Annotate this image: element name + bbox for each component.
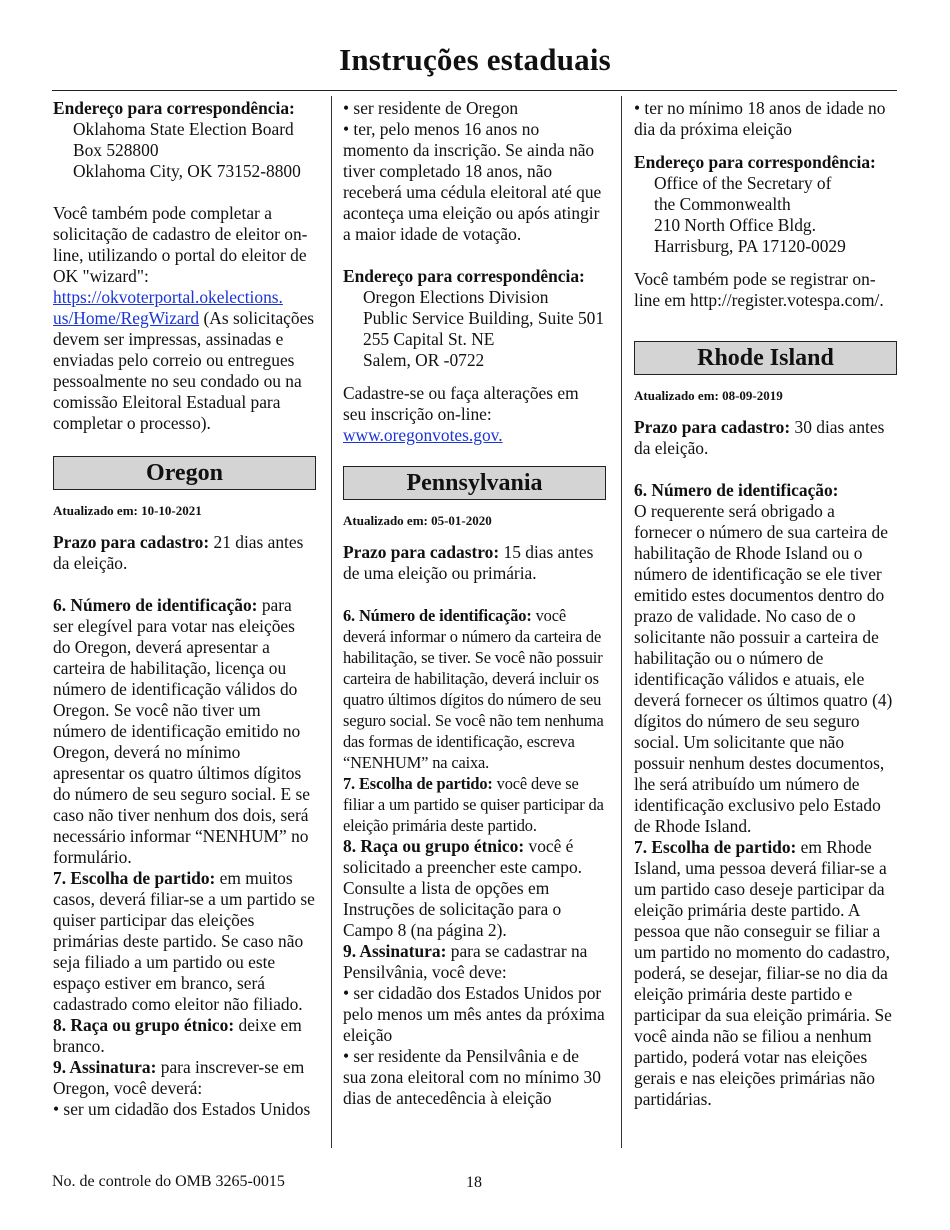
omb-control-number: No. de controle do OMB 3265-0015: [52, 1173, 285, 1190]
id-number: 6. Número de identificação: para ser elegível para votar nas eleições do Oregon, deverá apresentar a carteira de habilitação, licença ou número de identificação válidos do Oregon. Se você não tiver um número de identificação emitido no Oregon, deverá no mínimo apresentar os quatro últimos dígitos do número de seu seguro social. E se caso não tiver nenhum dos dois, será necessário informar “NENHUM” no formulário.: [53, 595, 310, 867]
mail-line: Harrisburg, PA 17120-0029: [654, 236, 846, 256]
okvoterportal-link[interactable]: https://okvoterportal.okelections. us/Home/RegWizard: [53, 287, 283, 328]
requirement-bullet: • ter, pelo menos 16 anos no momento da inscrição. Se ainda não tiver completado 18 anos, não receberá uma cédula eleitoral até que aconteça uma eleição ou após atingir a maior idade de votação.: [343, 119, 602, 244]
page-title: Instruções estaduais: [339, 42, 611, 77]
party-choice: 7. Escolha de partido: em Rhode Island, uma pessoa deverá filiar-se a um partido caso deseje participar da eleição primária deste partido. A pessoa que não conseguir se filiar a um partido no momento do cadastro, poderá, se desejar, filiar-se no dia da eleição primária deste partido e participar da sua eleição primária. Se você ainda não se filiou a nenhum partido, poderá votar nas eleições gerais e nas eleições primárias não partidárias.: [634, 837, 892, 1109]
id-number: O requerente será obrigado a fornecer o número de sua carteira de habilitação de Rhode Island ou o número de identificação se ele tiver emitido estes documentos dentro do prazo de validade. No caso de o solicitante não possuir a carteira de habilitação ou o número de identificação válidos e atuais, ele deverá fornecer os últimos quatro (4) dígitos do número de seu seguro social. Um solicitante que não possuir nenhum destes documentos, lhe será atribuído um número de identificação exclusivo pelo Estado de Rhode Island.: [634, 501, 893, 836]
requirement-bullet: • ter no mínimo 18 anos de idade no dia da próxima eleição: [634, 98, 886, 139]
column-3: [634, 98, 897, 1110]
mail-label: Endereço para correspondência:: [634, 152, 876, 172]
mail-line: Salem, OR -0722: [363, 350, 485, 370]
requirement-bullet: • ser residente de Oregon: [343, 98, 519, 118]
signature-bullet: • ser um cidadão dos Estados Unidos: [53, 1099, 311, 1119]
online-paragraph: Você também pode se registrar on-line em http://register.votespa.com/.: [634, 269, 884, 310]
party-choice: 7. Escolha de partido: em muitos casos, deverá filiar-se a um partido se quiser participar das eleições primárias deste partido. Se caso não seja filiado a um partido ou este espaço estiver em branco, será cadastrado como eleitor não filiado.: [53, 868, 315, 1014]
online-paragraph: Você também pode completar a solicitação de cadastro de eleitor on-line, utilizando o portal do eleitor de OK "wizard": https://okvoterportal.okelections. us/Home/RegWizard (As solicitações devem ser impressas, assinadas e enviadas pelo correio ou entregues pessoalmente no seu condado ou na comissão Eleitoral Estadual para completar o processo).: [53, 203, 315, 433]
page-number: 18: [466, 1174, 482, 1191]
deadline: Prazo para cadastro: 30 dias antes da eleição.: [634, 417, 885, 458]
deadline: Prazo para cadastro: 15 dias antes de uma eleição ou primária.: [343, 542, 594, 583]
updated-date: Atualizado em: 10-10-2021: [53, 503, 202, 518]
signature-bullet: • ser residente da Pensilvânia e de sua zona eleitoral com no mínimo 30 dias de antecedência à eleição: [343, 1046, 601, 1108]
race-ethnicity: 8. Raça ou grupo étnico: deixe em branco.: [53, 1015, 302, 1056]
mail-line: Office of the Secretary of: [654, 173, 832, 193]
party-choice: 7. Escolha de partido: você deve se filiar a um partido se quiser participar da eleição primária deste partido.: [343, 774, 604, 835]
mail-line: Public Service Building, Suite 501: [363, 308, 605, 328]
title-divider: [52, 90, 897, 91]
signature-bullet: • ser cidadão dos Estados Unidos por pelo menos um mês antes da próxima eleição: [343, 983, 605, 1045]
oregonvotes-link[interactable]: www.oregonvotes.gov.: [343, 425, 503, 445]
state-heading-pennsylvania: Pennsylvania: [343, 466, 606, 500]
mail-line: Oklahoma State Election Board: [73, 119, 294, 139]
id-number: 6. Número de identificação: você deverá informar o número da carteira de habilitação, se tiver. Se você não possuir carteira de habilitação, deverá incluir os quatro últimos dígitos do número de seu seguro social. Se você não tem nenhuma das formas de identificação, escreva “NENHUM” na caixa.: [343, 606, 604, 772]
deadline: Prazo para cadastro: 21 dias antes da eleição.: [53, 532, 304, 573]
updated-date: Atualizado em: 08-09-2019: [634, 388, 783, 403]
mail-line: Box 528800: [73, 140, 159, 160]
mail-label: Endereço para correspondência:: [53, 98, 295, 118]
column-2: [343, 98, 606, 1109]
race-ethnicity: 8. Raça ou grupo étnico: você é solicitado a preencher este campo. Consulte a lista de opções em Instruções de solicitação para o Campo 8 (na página 2).: [343, 836, 583, 940]
updated-date: Atualizado em: 05-01-2020: [343, 513, 492, 528]
online-paragraph: Cadastre-se ou faça alterações em seu inscrição on-line: www.oregonvotes.gov.: [343, 383, 579, 445]
state-heading-oregon: Oregon: [53, 456, 316, 490]
mail-line: 255 Capital St. NE: [363, 329, 495, 349]
mail-line: Oklahoma City, OK 73152-8800: [73, 161, 301, 181]
signature: 9. Assinatura: para inscrever-se em Oregon, você deverá:: [53, 1057, 305, 1098]
mail-line: the Commonwealth: [654, 194, 791, 214]
mail-line: Oregon Elections Division: [363, 287, 549, 307]
column-divider-1: [331, 96, 332, 1148]
mail-label: Endereço para correspondência:: [343, 266, 585, 286]
signature: 9. Assinatura: para se cadastrar na Pensilvânia, você deve:: [343, 941, 588, 982]
column-1: [53, 98, 316, 1120]
state-heading-rhode-island: Rhode Island: [634, 341, 897, 375]
mail-line: 210 North Office Bldg.: [654, 215, 816, 235]
column-divider-2: [621, 96, 622, 1148]
id-number-label: 6. Número de identificação:: [634, 480, 839, 500]
